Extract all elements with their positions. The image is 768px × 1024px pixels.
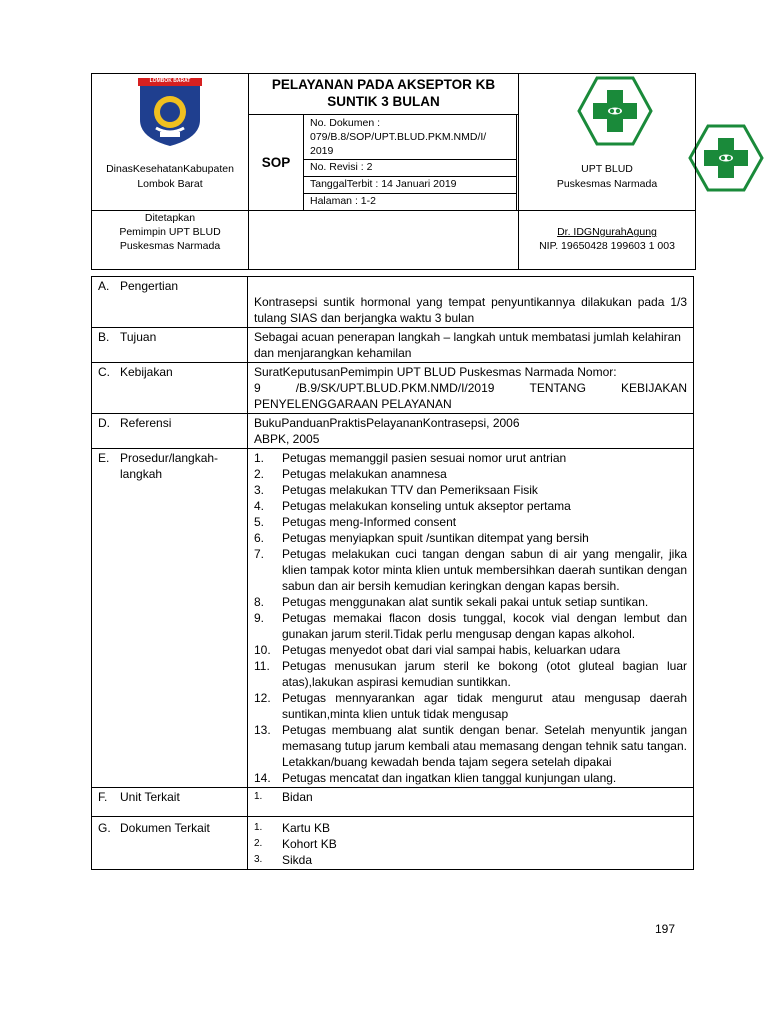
procedure-step bbox=[254, 498, 687, 514]
section-tujuan: B. Tujuan Sebagai acuan penerapan langkah – langkah untuk membatasi jumlah kelahiran dan menjarangkan kehamilan bbox=[92, 328, 694, 363]
step-number: 14. bbox=[254, 771, 271, 785]
section-dokumen-terkait: G. Dokumen Terkait 1. Kartu KB 2. Kohort KB 3. Sikda bbox=[92, 817, 694, 870]
section-label: Unit Terkait bbox=[120, 790, 180, 804]
step-text: Petugas menyedot obat dari vial sampai habis, keluarkan udara bbox=[282, 643, 621, 657]
section-prosedur: E. Prosedur/langkah- langkah 1. Petugas memanggil pasien sesuai nomor urut antrian 2. Petugas melakukan anamnesa 3. Petugas melakukan TTV dan Pemeriksaan Fisik 4. Petugas melakukan konseling untuk akseptor pertama 5. Petugas meng-Informed consent 6. Petugas menyiapkan spuit /suntikan ditempat yang bersih 7. Petugas melakukan cuci tangan dengan sabun di air yang mengalir, jika klien tampak kotor minta klien untuk membersihkan daerah suntikan dengan sabun dan air bersih kemudian keringkan dengan kapas bersih. 8. Petugas menggunakan alat suntik sekali pakai untuk setiap suntikan. 9. Petugas memakai flacon dosis tunggal, kocok vial dengan lembut dan gunakan jarum steril.Tidak perlu mengusap dengan kapas alkohol. 10. Petugas menyedot obat dari vial sampai habis, keluarkan udara 11. Petugas menusukan jarum steril ke bokong (otot gluteal bagian luar atas),lakukan aspirasi kemudian suntikkan. 12. Petugas mennyarankan agar tidak mengurut atau mengusap daerah suntikan,minta klien untuk tidak mengusap 13. Petugas membuang alat suntik dengan benar. Setelah menyuntik jangan memasang tutup jarum kembali atau memasang dengan tehnik satu tangan. Letakkan/buang kewadah benda tajam segera setelah dipakai 14. Petugas mencatat dan ingatkan klien tanggal kunjungan ulang. bbox=[92, 449, 694, 788]
section-text: SuratKeputusanPemimpin UPT BLUD Puskesmas Narmada Nomor: 9 /B.9/SK/UPT.BLUD.PKM.NMD/I/2019 TENTANG KEBIJAKAN PENYELENGGARAAN PELAYANAN bbox=[248, 363, 694, 414]
section-kebijakan: C. Kebijakan SuratKeputusanPemimpin UPT BLUD Puskesmas Narmada Nomor: 9 /B.9/SK/UPT.BLUD.PKM.NMD/I/2019 TENTANG KEBIJAKAN PENYELENGGARAAN PELAYANAN bbox=[92, 363, 694, 414]
revision-number: No. Revisi : 2 bbox=[304, 160, 517, 177]
logo-banner-text: LOMBOK BARAT bbox=[149, 78, 191, 84]
procedure-step bbox=[254, 450, 687, 466]
puskesmas-logo-floating bbox=[688, 124, 764, 192]
step-text: Petugas melakukan cuci tangan dengan sabun di air yang mengalir, jika klien tampak kotor minta klien untuk membersihkan daerah suntikan dengan sabun dan air bersih kemudian keringkan dengan kapas bersih. bbox=[282, 547, 687, 593]
section-text: BukuPanduanPraktisPelayananKontrasepsi, 2006 ABPK, 2005 bbox=[248, 414, 694, 449]
list-item: 2. Kohort KB bbox=[254, 837, 337, 851]
doc-info-table bbox=[303, 114, 517, 211]
procedure-step bbox=[254, 658, 687, 690]
step-text: Petugas memakai flacon dosis tunggal, kocok vial dengan lembut dan gunakan jarum steril.Tidak perlu mengusap dengan kapas alkohol. bbox=[282, 611, 687, 641]
procedure-step bbox=[254, 546, 687, 594]
step-number: 11. bbox=[254, 659, 270, 673]
step-number: 6. bbox=[254, 531, 265, 545]
procedure-step bbox=[254, 770, 687, 786]
list-item: 1. Kartu KB bbox=[254, 821, 331, 835]
step-text: Petugas membuang alat suntik dengan benar. Setelah menyuntik jangan memasang tutup jarum kembali atau memasang dengan tehnik satu tangan. Letakkan/buang kewadah benda tajam segera setelah dipakai bbox=[282, 723, 687, 769]
step-text: Petugas melakukan anamnesa bbox=[282, 467, 447, 481]
procedure-steps bbox=[248, 449, 694, 788]
page-info: Halaman : 1-2 bbox=[304, 194, 517, 211]
lombok-barat-logo bbox=[134, 76, 206, 148]
procedure-step bbox=[254, 642, 687, 658]
step-text: Petugas menyiapkan spuit /suntikan ditempat yang bersih bbox=[282, 531, 589, 545]
section-label: Prosedur/langkah- bbox=[120, 451, 219, 465]
step-text: Petugas menusukan jarum steril ke bokong (otot gluteal bagian luar atas),lakukan aspirasi kemudian suntikkan. bbox=[282, 659, 687, 689]
step-text: Petugas menggunakan alat suntik sekali pakai untuk setiap suntikan. bbox=[282, 595, 649, 609]
step-number: 2. bbox=[254, 467, 265, 481]
list-item: 1. Bidan bbox=[254, 790, 313, 804]
signer-nip: NIP. 19650428 199603 1 003 bbox=[539, 240, 675, 252]
steps-list bbox=[254, 450, 687, 786]
list-item: 3. Sikda bbox=[254, 853, 313, 867]
doc-number: No. Dokumen : 079/B.8/SOP/UPT.BLUD.PKM.NMD/I/ 2019 bbox=[304, 115, 517, 160]
section-text: Sebagai acuan penerapan langkah – langkah untuk membatasi jumlah kelahiran dan menjarangkan kehamilan bbox=[248, 328, 694, 363]
step-number: 7. bbox=[254, 547, 265, 561]
signer-name: Dr. IDGNgurahAgung bbox=[557, 226, 657, 238]
sop-content-table bbox=[91, 276, 694, 870]
procedure-step bbox=[254, 610, 687, 642]
procedure-step bbox=[254, 514, 687, 530]
right-org-name-2: Puskesmas Narmada bbox=[556, 178, 658, 190]
section-label: Tujuan bbox=[120, 330, 157, 344]
procedure-step bbox=[254, 594, 687, 610]
step-number: 8. bbox=[254, 595, 265, 609]
doc-info-cell bbox=[304, 115, 519, 211]
section-pengertian: A. Pengertian Kontrasepsi suntik hormonal yang tempat penyuntikannya dilakukan pada 1/3 tulang SIAS dan berjangka waktu 3 bulan bbox=[92, 277, 694, 328]
step-text: Petugas mennyarankan agar tidak mengurut atau mengusap daerah suntikan,minta klien untuk tidak mengusap bbox=[282, 691, 687, 721]
page-number: 197 bbox=[655, 922, 676, 936]
document-list bbox=[248, 817, 694, 870]
section-text: Kontrasepsi suntik hormonal yang tempat penyuntikannya dilakukan pada 1/3 tulang SIAS dan berjangka waktu 3 bulan bbox=[248, 277, 694, 328]
puskesmas-logo bbox=[577, 76, 653, 146]
procedure-step bbox=[254, 466, 687, 482]
sop-header-table bbox=[91, 73, 696, 270]
signer-cell bbox=[519, 211, 696, 270]
step-number: 5. bbox=[254, 515, 265, 529]
step-text: Petugas melakukan konseling untuk akseptor pertama bbox=[282, 499, 571, 513]
blank-cell bbox=[249, 211, 519, 270]
approval-cell: Ditetapkan Pemimpin UPT BLUD Puskesmas Narmada bbox=[92, 211, 249, 270]
step-number: 10. bbox=[254, 643, 271, 657]
section-label: Referensi bbox=[120, 416, 172, 430]
step-number: 4. bbox=[254, 499, 265, 513]
sop-title: PELAYANAN PADA AKSEPTOR KB SUNTIK 3 BULAN bbox=[249, 74, 519, 115]
section-referensi: D. Referensi BukuPanduanPraktisPelayananKontrasepsi, 2006 ABPK, 2005 bbox=[92, 414, 694, 449]
step-number: 1. bbox=[254, 451, 265, 465]
step-number: 12. bbox=[254, 691, 271, 705]
unit-list bbox=[248, 788, 694, 817]
step-text: Petugas meng-Informed consent bbox=[282, 515, 457, 529]
procedure-step bbox=[254, 722, 687, 770]
procedure-step bbox=[254, 482, 687, 498]
step-number: 13. bbox=[254, 723, 271, 737]
issue-date: TanggalTerbit : 14 Januari 2019 bbox=[304, 177, 517, 194]
procedure-step bbox=[254, 530, 687, 546]
right-org-cell bbox=[519, 74, 696, 211]
step-text: Petugas memanggil pasien sesuai nomor urut antrian bbox=[282, 451, 567, 465]
section-label: Kebijakan bbox=[120, 365, 173, 379]
left-org-cell bbox=[92, 74, 249, 211]
step-text: Petugas mencatat dan ingatkan klien tanggal kunjungan ulang. bbox=[282, 771, 617, 785]
section-unit-terkait: F. Unit Terkait 1. Bidan bbox=[92, 788, 694, 817]
left-org-name: DinasKesehatanKabupaten Lombok Barat bbox=[106, 163, 234, 190]
section-label: Dokumen Terkait bbox=[120, 821, 210, 835]
sop-label: SOP bbox=[249, 115, 304, 211]
right-org-name-1: UPT BLUD bbox=[581, 163, 633, 175]
section-label: Pengertian bbox=[120, 279, 179, 293]
procedure-step bbox=[254, 690, 687, 722]
step-number: 3. bbox=[254, 483, 265, 497]
step-text: Petugas melakukan TTV dan Pemeriksaan Fisik bbox=[282, 483, 538, 497]
step-number: 9. bbox=[254, 611, 265, 625]
